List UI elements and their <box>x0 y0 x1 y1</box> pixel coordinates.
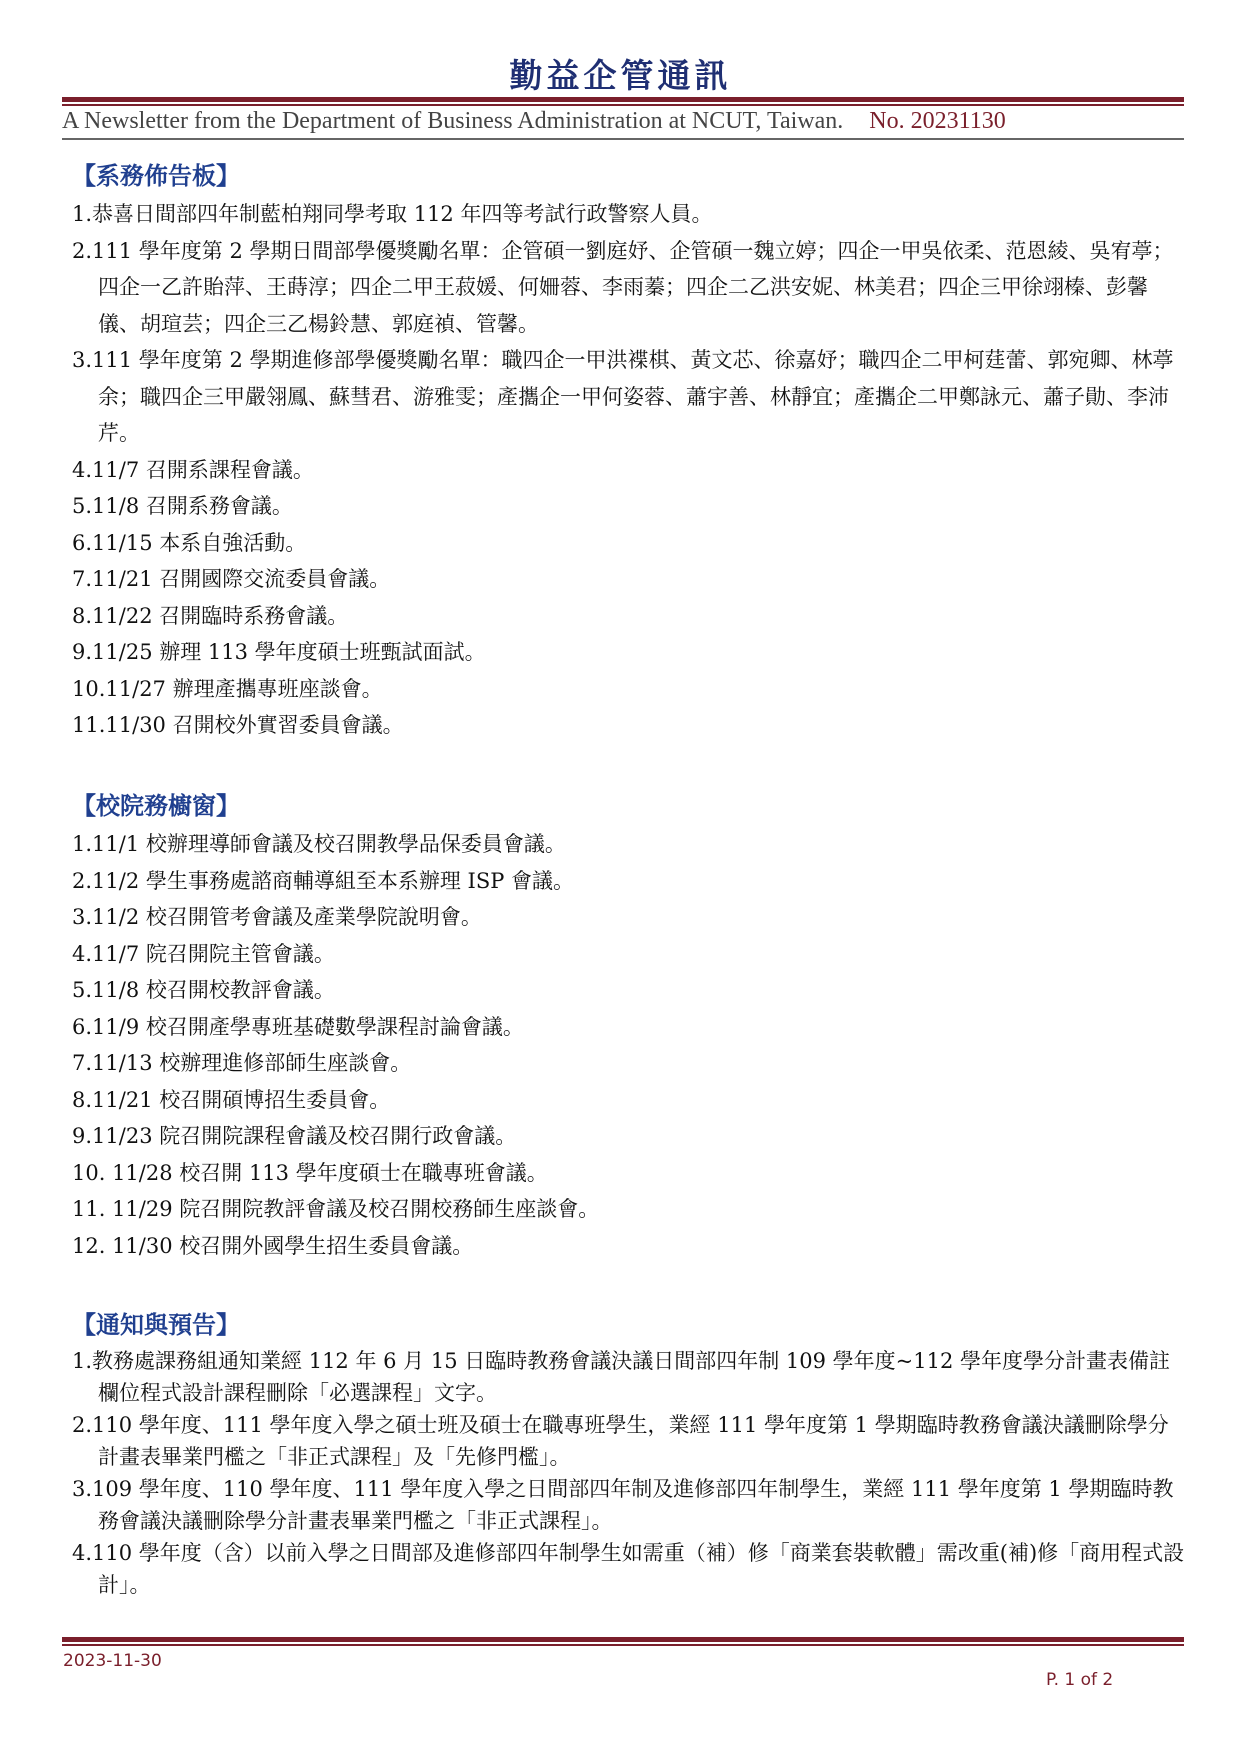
list-item: 9.11/25 辦理 113 學年度碩士班甄試面試。 <box>72 640 486 664</box>
section-title: 【系務佈告板】 <box>72 162 240 190</box>
footer-date: 2023-11-30 <box>63 1651 162 1671</box>
list-item: 11. 11/29 院召開院教評會議及校召開校務師生座談會。 <box>72 1197 600 1221</box>
footer-rule-thin <box>62 1644 1184 1646</box>
list-item: 8.11/22 召開臨時系務會議。 <box>72 603 349 628</box>
section-department-board <box>72 156 1187 744</box>
list-item: 2.110 學年度、111 學年度入學之碩士班及碩士在職專班學生，業經 111 學年度第 1 學期臨時教務會議決議刪除學分計畫表畢業門檻之「非正式課程」及「先修門檻」。 <box>72 1413 1169 1469</box>
list-item: 11.11/30 召開校外實習委員會議。 <box>72 713 404 737</box>
list-item: 5.11/8 校召開校教評會議。 <box>72 978 335 1002</box>
list-item: 2.11/2 學生事務處諮商輔導組至本系辦理 ISP 會議。 <box>72 868 575 893</box>
newsletter-subtitle <box>62 108 1006 135</box>
page-number: P. 1 of 2 <box>1046 1670 1114 1690</box>
list-item: 5.11/8 召開系務會議。 <box>72 494 293 518</box>
section-title: 【通知與預告】 <box>72 1311 240 1339</box>
list-item: 1.教務處課務組通知業經 112 年 6 月 15 日臨時教務會議決議日間部四年制 109 學年度~112 學年度學分計畫表備註欄位程式設計課程刪除「必選課程」文字。 <box>72 1349 1171 1405</box>
section-campus-window <box>72 786 1187 1264</box>
list-item: 4.110 學年度（含）以前入學之日間部及進修部四年制學生如需重（補）修「商業套裝軟體」需改重(補)修「商用程式設計」。 <box>72 1541 1185 1597</box>
list-item: 9.11/23 院召開院課程會議及校召開行政會議。 <box>72 1124 517 1148</box>
list-item: 3.11/2 校召開管考會議及產業學院說明會。 <box>72 905 482 929</box>
list-item: 10. 11/28 校召開 113 學年度碩士在職專班會議。 <box>72 1160 548 1185</box>
section-notices <box>72 1305 1187 1601</box>
list-item: 6.11/15 本系自強活動。 <box>72 530 307 555</box>
list-item: 8.11/21 校召開碩博招生委員會。 <box>72 1087 391 1112</box>
header-rule-thin <box>62 104 1184 106</box>
subtitle-text: A Newsletter from the Department of Business Administration at NCUT, Taiwan. <box>62 108 844 134</box>
list-item: 4.11/7 召開系課程會議。 <box>72 457 314 482</box>
list-item: 1.11/1 校辦理導師會議及校召開教學品保委員會議。 <box>72 832 566 856</box>
list-item: 7.11/13 校辦理進修部師生座談會。 <box>72 1051 412 1075</box>
newsletter-title: 勤益企管通訊 <box>509 56 732 95</box>
footer-rule <box>62 1637 1184 1642</box>
list-item: 2.111 學年度第 2 學期日間部學優獎勵名單：企管碩一劉庭妤、企管碩一魏立婷；四企一甲吳依柔、范恩綾、吳宥葶；四企一乙許貽萍、王蒔淳；四企二甲王菽媛、何姍蓉、李雨蓁；四企二乙洪安妮、林美君；四企三甲徐翊榛、彭馨儀、胡瑄芸；四企三乙楊鈴慧、郭庭禎、管馨。 <box>72 238 1174 336</box>
section-title: 【校院務櫥窗】 <box>72 792 240 820</box>
list-item: 10.11/27 辦理產攜專班座談會。 <box>72 676 383 701</box>
issue-number: No. 20231130 <box>869 108 1006 134</box>
list-item: 7.11/21 召開國際交流委員會議。 <box>72 567 391 591</box>
list-item: 3.111 學年度第 2 學期進修部學優獎勵名單：職四企一甲洪褋棋、黃文芯、徐嘉妤；職四企二甲柯莛蕾、郭宛卿、林葶余；職四企三甲嚴翎鳳、蘇彗君、游雅雯；產攜企一甲何姿蓉、蕭宇善、林靜宜；產攜企二甲鄭詠元、蕭子勛、李沛芹。 <box>72 348 1174 445</box>
header-rule <box>62 97 1184 102</box>
list-item: 6.11/9 校召開產學專班基礎數學課程討論會議。 <box>72 1014 524 1039</box>
subtitle-rule <box>62 138 1184 140</box>
list-item: 1.恭喜日間部四年制藍柏翔同學考取 112 年四等考試行政警察人員。 <box>72 202 713 226</box>
list-item: 3.109 學年度、110 學年度、111 學年度入學之日間部四年制及進修部四年制學生，業經 111 學年度第 1 學期臨時教務會議決議刪除學分計畫表畢業門檻之「非正式課程」。 <box>72 1477 1174 1533</box>
list-item: 4.11/7 院召開院主管會議。 <box>72 941 335 966</box>
list-item: 12. 11/30 校召開外國學生招生委員會議。 <box>72 1233 474 1258</box>
